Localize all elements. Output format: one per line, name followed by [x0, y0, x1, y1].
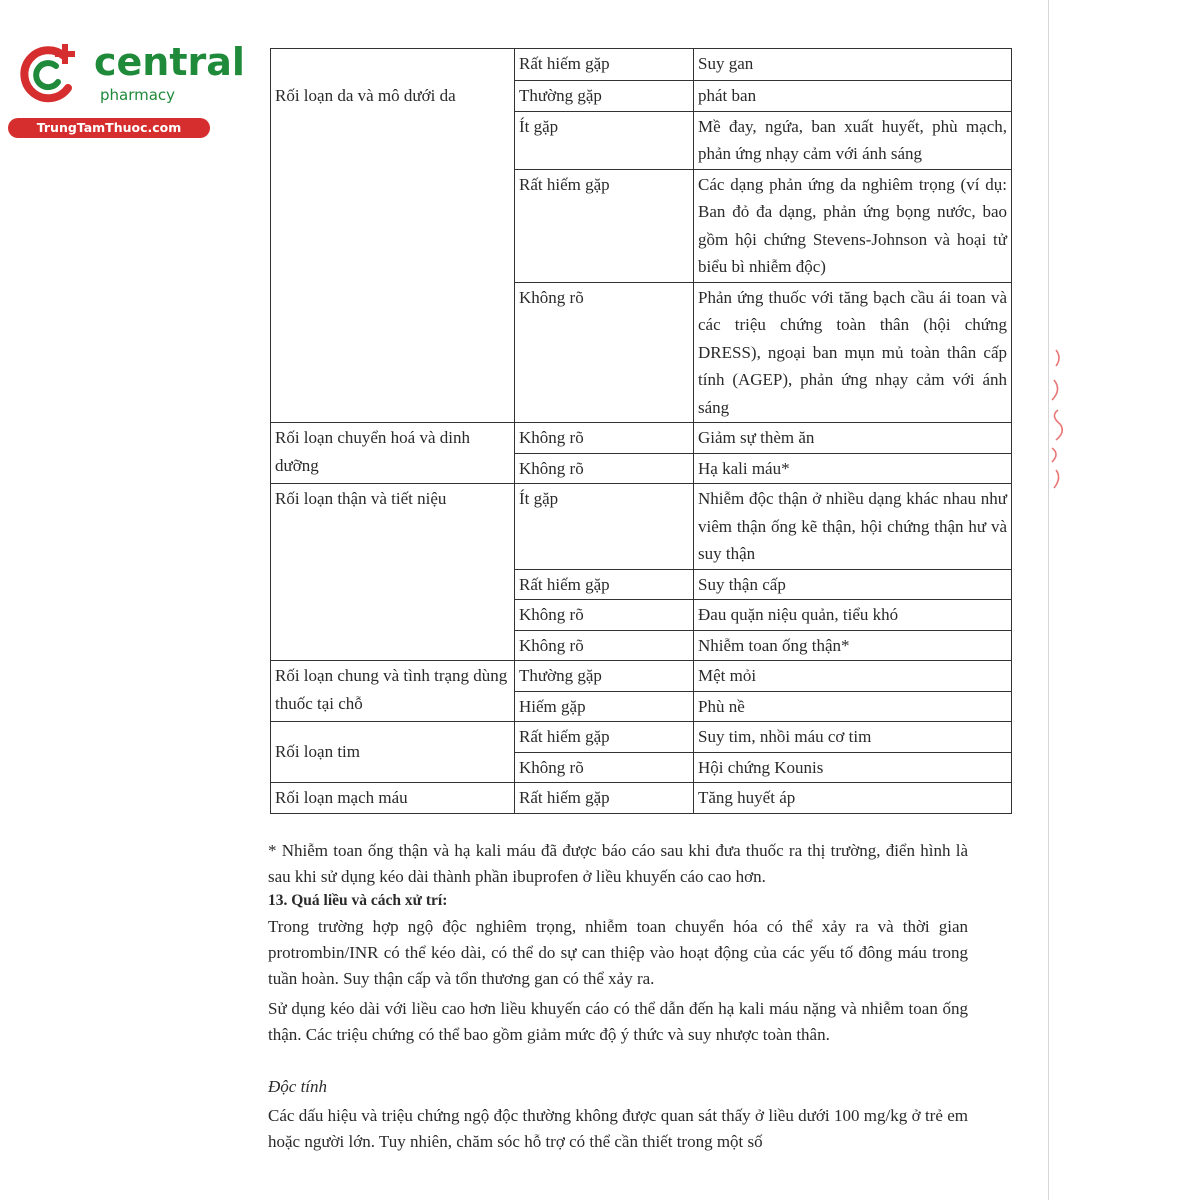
- frequency-cell: Thường gặp: [515, 81, 694, 112]
- overdose-paragraph-2: Sử dụng kéo dài với liều cao hơn liều khuyến cáo có thể dẫn đến hạ kali máu nặng và nhiễm toan ống thận. Các triệu chứng có thể bao gồm giảm mức độ ý thức và suy nhược toàn thân.: [268, 999, 968, 1044]
- frequency-cell: Không rõ: [515, 752, 694, 783]
- frequency-cell: Không rõ: [515, 453, 694, 484]
- toxicity-paragraph: Các dấu hiệu và triệu chứng ngộ độc thường không được quan sát thấy ở liều dưới 100 mg/kg ở trẻ em hoặc người lớn. Tuy nhiên, chăm sóc hỗ trợ có thể cần thiết trong một số: [268, 1106, 968, 1151]
- toxicity-subheading: Độc tính: [268, 1077, 328, 1096]
- frequency-cell: Ít gặp: [515, 111, 694, 169]
- scan-page-edge: [1048, 0, 1049, 1200]
- table-row: [271, 423, 1012, 454]
- organ-group-cell: Rối loạn thận và tiết niệu: [271, 484, 515, 661]
- pharmacy-cross-logo-icon: [12, 38, 82, 108]
- frequency-cell: Không rõ: [515, 423, 694, 454]
- table-row: [271, 49, 1012, 81]
- effect-cell: Phản ứng thuốc với tăng bạch cầu ái toan và các triệu chứng toàn thân (hội chứng DRESS), ngoại ban mụn mủ toàn thân cấp tính (AGEP), phản ứng nhạy cảm với ánh sáng: [694, 282, 1012, 423]
- frequency-cell: Rất hiếm gặp: [515, 49, 694, 81]
- table-row: [271, 661, 1012, 692]
- effect-cell: Suy thận cấp: [694, 569, 1012, 600]
- frequency-cell: Rất hiếm gặp: [515, 569, 694, 600]
- frequency-cell: Rất hiếm gặp: [515, 722, 694, 753]
- logo-brand-text: central: [94, 40, 245, 84]
- logo-sub-text: pharmacy: [100, 86, 176, 104]
- logo-site-link[interactable]: TrungTamThuoc.com: [8, 118, 210, 138]
- frequency-cell: Ít gặp: [515, 484, 694, 570]
- effect-cell: Tăng huyết áp: [694, 783, 1012, 814]
- effect-cell: Mề đay, ngứa, ban xuất huyết, phù mạch, phản ứng nhạy cảm với ánh sáng: [694, 111, 1012, 169]
- effect-cell: Đau quặn niệu quản, tiểu khó: [694, 600, 1012, 631]
- table-footnote: * Nhiễm toan ống thận và hạ kali máu đã được báo cáo sau khi đưa thuốc ra thị trường, điển hình là sau khi sử dụng kéo dài thành phần ibuprofen ở liều khuyến cáo cao hơn.: [268, 841, 968, 886]
- table-cell-empty: [271, 49, 515, 81]
- effect-cell: Nhiễm độc thận ở nhiều dạng khác nhau như viêm thận ống kẽ thận, hội chứng thận hư và suy thận: [694, 484, 1012, 570]
- effect-cell: Nhiễm toan ống thận*: [694, 630, 1012, 661]
- effect-cell: Hạ kali máu*: [694, 453, 1012, 484]
- effect-cell: phát ban: [694, 81, 1012, 112]
- effect-cell: Suy tim, nhồi máu cơ tim: [694, 722, 1012, 753]
- table-row: [271, 783, 1012, 814]
- effect-cell: Hội chứng Kounis: [694, 752, 1012, 783]
- table-row: [271, 722, 1012, 753]
- adverse-effects-table: [270, 48, 1012, 814]
- red-stamp-mark-icon: [1036, 340, 1066, 500]
- organ-group-cell: Rối loạn mạch máu: [271, 783, 515, 814]
- central-pharmacy-logo[interactable]: [8, 32, 245, 142]
- effect-cell: Mệt mỏi: [694, 661, 1012, 692]
- effect-cell: Các dạng phản ứng da nghiêm trọng (ví dụ: Ban đỏ đa dạng, phản ứng bọng nước, bao gồm hội chứng Stevens-Johnson và hoại tử biểu bì nhiễm độc): [694, 169, 1012, 282]
- section-13-heading: 13. Quá liều và cách xử trí:: [268, 892, 448, 909]
- frequency-cell: Không rõ: [515, 630, 694, 661]
- table-row: [271, 81, 1012, 112]
- organ-group-cell: Rối loạn chuyển hoá và dinh dưỡng: [271, 423, 515, 484]
- frequency-cell: Không rõ: [515, 600, 694, 631]
- organ-group-cell: Rối loạn chung và tình trạng dùng thuốc tại chỗ: [271, 661, 515, 722]
- frequency-cell: Rất hiếm gặp: [515, 169, 694, 282]
- table-row: [271, 484, 1012, 570]
- frequency-cell: Rất hiếm gặp: [515, 783, 694, 814]
- effect-cell: Giảm sự thèm ăn: [694, 423, 1012, 454]
- effect-cell: Phù nề: [694, 691, 1012, 722]
- frequency-cell: Không rõ: [515, 282, 694, 423]
- frequency-cell: Hiếm gặp: [515, 691, 694, 722]
- frequency-cell: Thường gặp: [515, 661, 694, 692]
- overdose-paragraph-1: Trong trường hợp ngộ độc nghiêm trọng, nhiễm toan chuyển hóa có thể xảy ra và thời gian protrombin/INR có thể kéo dài, có thể do sự can thiệp vào hoạt động của các yếu tố đông máu trong tuần hoàn. Suy thận cấp và tổn thương gan có thể xảy ra.: [268, 917, 968, 988]
- effect-cell: Suy gan: [694, 49, 1012, 81]
- organ-group-cell: Rối loạn tim: [271, 722, 515, 783]
- organ-group-cell: Rối loạn da và mô dưới da: [271, 81, 515, 423]
